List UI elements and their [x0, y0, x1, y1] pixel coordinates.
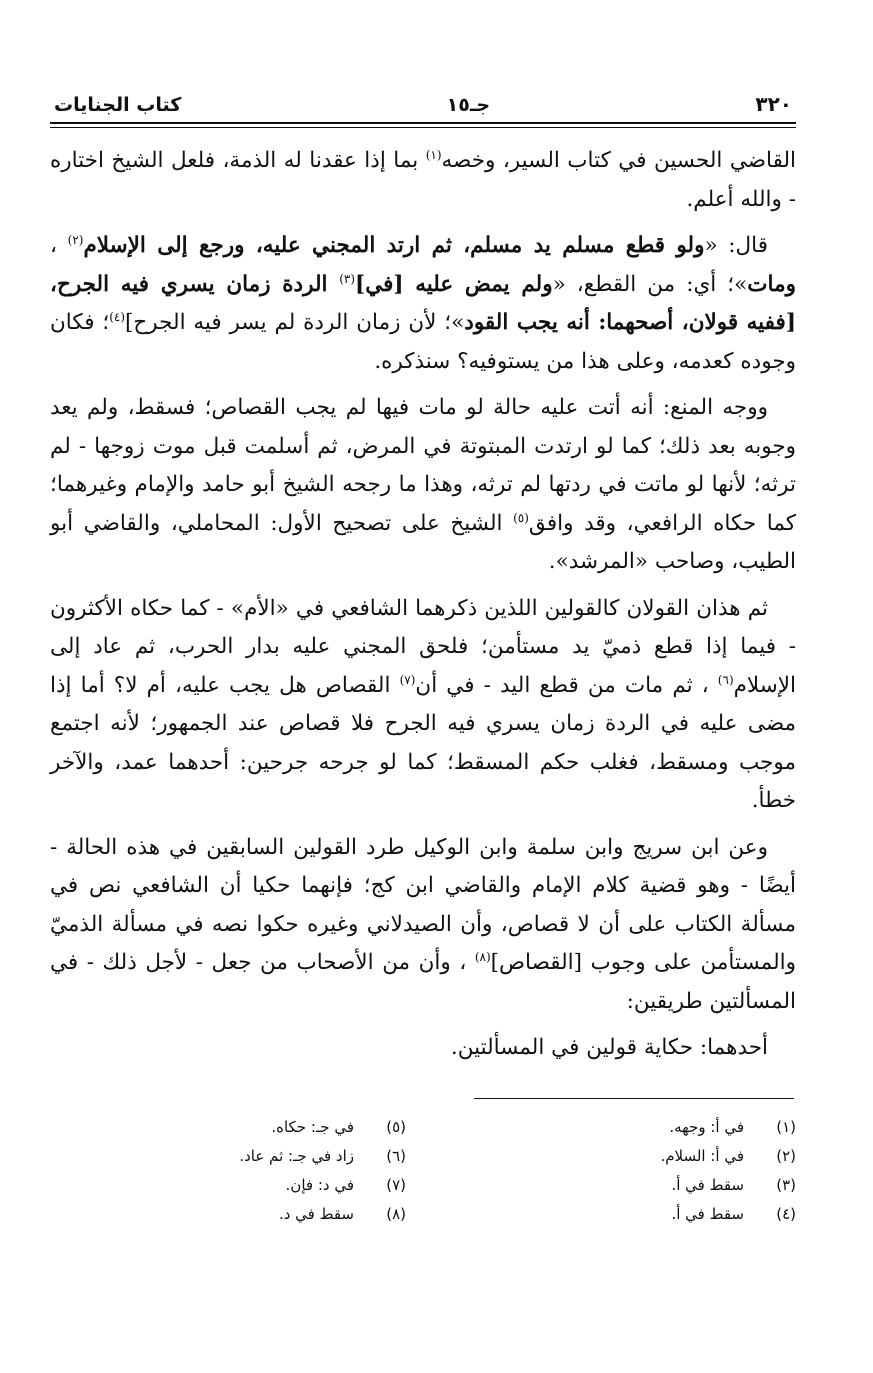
footnotes-column-left [106, 1113, 406, 1229]
footnote-ref-5: (٥) [513, 510, 529, 525]
footnote-ref-4: (٤) [109, 309, 126, 324]
footnotes-column-right [496, 1113, 796, 1229]
footnote-number: (١) [776, 1117, 796, 1136]
paragraph-3 [50, 389, 796, 582]
header-rule-thin [50, 127, 796, 128]
quoted-matn: الردة زمان يسري فيه الجرح، [ففيه قولان، أصحهما: أنه يجب القود [50, 271, 796, 335]
text-run: القاضي الحسين في كتاب السير، وخصه [441, 148, 796, 173]
paragraph-5 [50, 829, 796, 1022]
quoted-matn: ولو قطع مسلم يد مسلم، ثم ارتد المجني عليه، ورجع إلى الإسلام [83, 233, 705, 258]
paragraph-1 [50, 142, 796, 219]
quoted-matn: ولم يمض عليه [في] [355, 271, 553, 297]
footnote-number: (٤) [776, 1204, 796, 1223]
footnote-item [496, 1171, 796, 1200]
volume-label: جـ١٥ [446, 94, 491, 116]
footnote-number: (٥) [386, 1117, 406, 1136]
page-number: ٣٢٠ [755, 92, 792, 116]
footnote-item [106, 1200, 406, 1229]
footnote-item [496, 1142, 796, 1171]
text-run: ، ثم مات من قطع اليد - في أن [415, 672, 718, 698]
text-run: ثم هذان القولان كالقولين اللذين ذكرهما الشافعي في «الأم» - كما حكاه الأكثرون - فيما إذا قطع ذميّ يد مستأمن؛ فلحق المجني عليه بدار الحرب، ثم عاد إلى الإسلام [50, 595, 797, 698]
quoted-matn: ومات [747, 271, 796, 297]
footnote-number: (٢) [776, 1146, 796, 1165]
footnote-number: (٣) [776, 1175, 796, 1194]
text-run: ؛ فكان وجوده كعدمه، وعلى هذا من يستوفيه؟ سنذكره. [50, 310, 796, 374]
footnote-text: في جـ: حكاه. [271, 1117, 354, 1136]
footnote-text: زاد في جـ: ثم عاد. [239, 1146, 354, 1165]
footnote-text: سقط في أ. [671, 1204, 744, 1223]
footnote-text: سقط في د. [278, 1204, 354, 1223]
footnote-item [106, 1113, 406, 1142]
text-run: بما إذا عقدنا له الذمة، فلعل الشيخ اختاره - والله أعلم. [50, 148, 796, 212]
footnote-ref-1: (١) [425, 147, 442, 162]
footnote-item [106, 1142, 406, 1171]
book-page [50, 82, 796, 1229]
book-title: كتاب الجنايات [54, 94, 182, 116]
footnote-text: سقط في أ. [671, 1175, 744, 1194]
text-run: »؛ أي: من القطع، « [552, 271, 748, 297]
footnote-item [106, 1171, 406, 1200]
text-run: ووجه المنع: أنه أتت عليه حالة لو مات فيها لم يجب القصاص؛ فسقط، ولم يعد وجوبه بعد ذلك؛ كما لو ارتدت المبتوتة في المرض، ثم أسلمت قبل موت زوجها - لم ترثه؛ لأنها لو ماتت في ردتها لم ترثه، وهذا ما رجحه الشيخ أبو حامد والإمام وغيرهما؛ كما حكاه الرافعي، وقد وافق [50, 395, 796, 536]
header-rule-thick [50, 122, 796, 124]
footnote-item [496, 1113, 796, 1142]
footnote-ref-7: (٧) [399, 672, 416, 687]
paragraph-6: أحدهما: حكاية قولين في المسألتين. [450, 1035, 768, 1060]
footnote-separator [474, 1098, 794, 1099]
footnote-text: في أ: وجهه. [669, 1117, 744, 1136]
footnote-text: في أ: السلام. [660, 1146, 744, 1165]
text-run: وعن ابن سريج وابن سلمة وابن الوكيل طرد القولين السابقين في هذه الحالة - أيضًا - وهو قضية كلام الإمام والقاضي ابن كج؛ فإنهما حكيا أن الشافعي نص في مسألة الكتاب على أن لا قصاص، وأن الصيدلاني وغيره حكوا نصه في مسألة الذميّ والمستأمن على وجوب [القصاص] [50, 834, 796, 975]
text-run: »؛ لأن زمان الردة لم يسر فيه الجرح] [125, 310, 465, 335]
footnote-ref-3: (٣) [339, 271, 356, 286]
page-body [50, 142, 796, 1068]
footnotes [50, 1113, 796, 1229]
footnote-number: (٧) [386, 1175, 406, 1194]
paragraph-2 [50, 227, 796, 381]
text-run: قال: « [704, 233, 768, 258]
text-run: ، وأن من الأصحاب من جعل - لأجل ذلك - في المسألتين طريقين: [50, 950, 796, 1014]
footnote-item [496, 1200, 796, 1229]
footnote-ref-8: (٨) [474, 949, 491, 964]
text-run: القصاص هل يجب عليه، أم لا؟ أما إذا مضى عليه في الردة زمان يسري فيه الجرح فلا قصاص عند الجمهور؛ لأنه اجتمع موجب ومسقط، فغلب حكم المسقط؛ كما لو جرحه جرحين: أحدهما عمد، والآخر خطأ. [50, 672, 796, 813]
footnote-ref-2: (٢) [67, 232, 84, 247]
footnote-text: في د: فإن. [285, 1175, 354, 1194]
footnote-ref-6: (٦) [717, 672, 734, 687]
page-header [50, 82, 796, 116]
footnote-number: (٦) [386, 1146, 406, 1165]
text-run: ، [50, 233, 68, 258]
paragraph-4 [50, 590, 796, 821]
text-run: الشيخ على تصحيح الأول: المحاملي، والقاضي أبو الطيب، وصاحب «المرشد». [50, 510, 796, 574]
footnote-number: (٨) [386, 1204, 406, 1223]
